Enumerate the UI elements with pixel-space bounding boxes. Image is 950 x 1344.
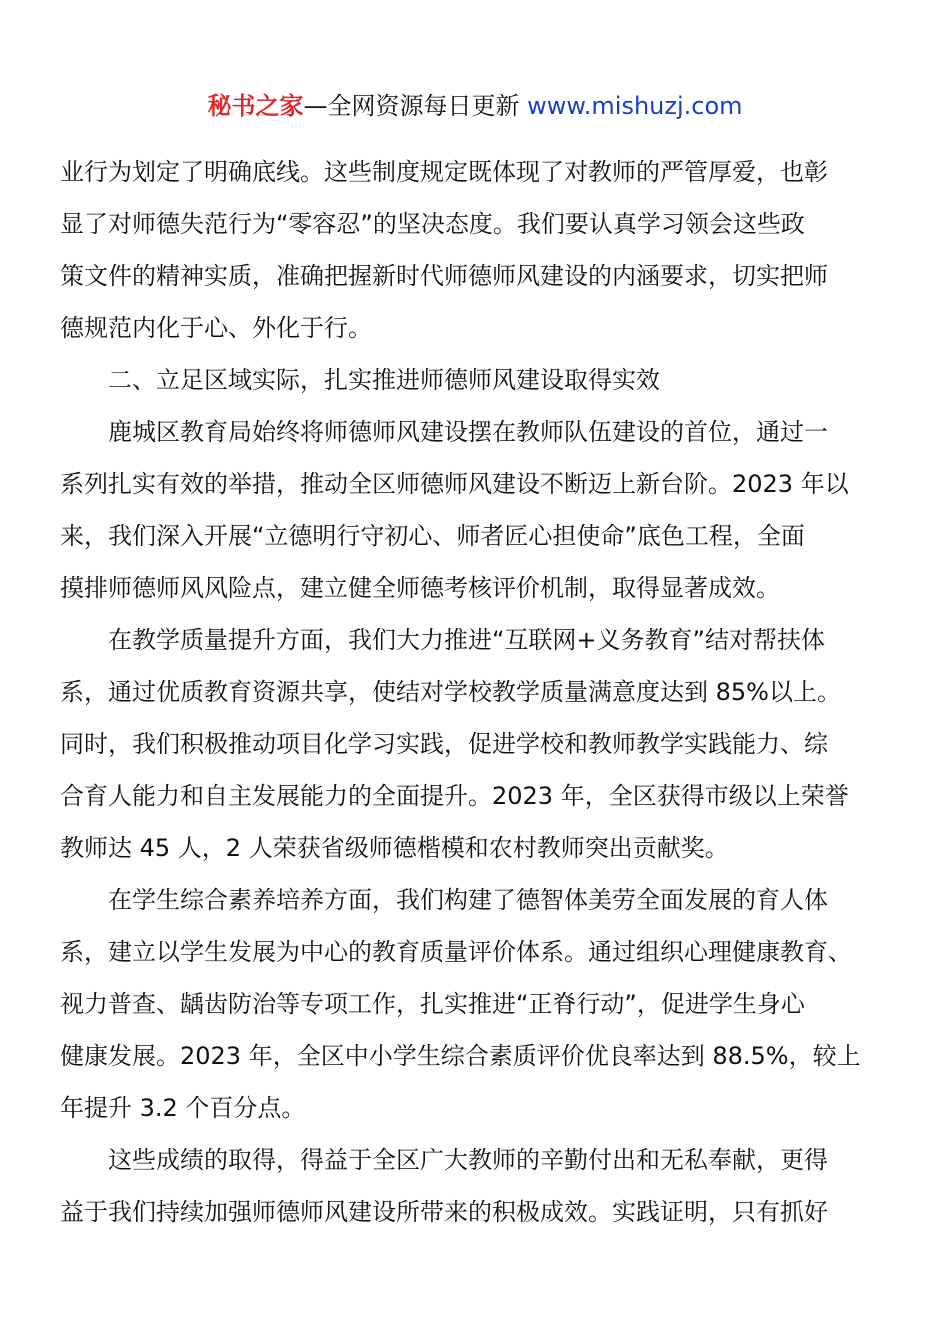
document-body xyxy=(60,146,890,1238)
text-line: 在教学质量提升方面，我们大力推进“互联网+义务教育”结对帮扶体 xyxy=(108,626,825,654)
text-line: 显了对师德失范行为“零容忍”的坚决态度。我们要认真学习领会这些政 xyxy=(60,210,805,238)
text-line: 来，我们深入开展“立德明行守初心、师者匠心担使命”底色工程，全面 xyxy=(60,522,805,550)
text-line: 健康发展。2023 年，全区中小学生综合素质评价优良率达到 88.5%，较上 xyxy=(60,1042,861,1070)
brand-name: 秘书之家 xyxy=(207,92,304,120)
text-line: 同时，我们积极推动项目化学习实践，促进学校和教师教学实践能力、综 xyxy=(60,730,828,758)
text-line: 策文件的精神实质，准确把握新时代师德师风建设的内涵要求，切实把师 xyxy=(60,262,828,290)
text-line: 德规范内化于心、外化于行。 xyxy=(60,314,372,342)
site-header xyxy=(0,86,950,126)
text-line: 这些成绩的取得，得益于全区广大教师的辛勤付出和无私奉献，更得 xyxy=(108,1146,828,1174)
header-tagline: —全网资源每日更新 xyxy=(303,92,528,120)
text-line: 视力普查、龋齿防治等专项工作，扎实推进“正脊行动”，促进学生身心 xyxy=(60,990,805,1018)
text-line: 益于我们持续加强师德师风建设所带来的积极成效。实践证明，只有抓好 xyxy=(60,1198,828,1226)
text-line: 教师达 45 人，2 人荣获省级师德楷模和农村教师突出贡献奖。 xyxy=(60,834,729,862)
text-line: 系，通过优质教育资源共享，使结对学校教学质量满意度达到 85%以上。 xyxy=(60,678,841,706)
text-line: 系，建立以学生发展为中心的教育质量评价体系。通过组织心理健康教育、 xyxy=(60,938,852,966)
text-line: 系列扎实有效的举措，推动全区师德师风建设不断迈上新台阶。2023 年以 xyxy=(60,470,849,498)
text-line: 年提升 3.2 个百分点。 xyxy=(60,1094,306,1122)
text-line: 在学生综合素养培养方面，我们构建了德智体美劳全面发展的育人体 xyxy=(108,886,828,914)
text-line: 业行为划定了明确底线。这些制度规定既体现了对教师的严管厚爱，也彰 xyxy=(60,158,828,186)
site-url: www.mishuzj.com xyxy=(527,92,743,120)
text-line: 摸排师德师风风险点，建立健全师德考核评价机制，取得显著成效。 xyxy=(60,574,780,602)
text-line: 合育人能力和自主发展能力的全面提升。2023 年，全区获得市级以上荣誉 xyxy=(60,782,849,810)
text-line: 鹿城区教育局始终将师德师风建设摆在教师队伍建设的首位，通过一 xyxy=(108,418,828,446)
section-heading: 二、立足区域实际，扎实推进师德师风建设取得实效 xyxy=(108,366,660,394)
